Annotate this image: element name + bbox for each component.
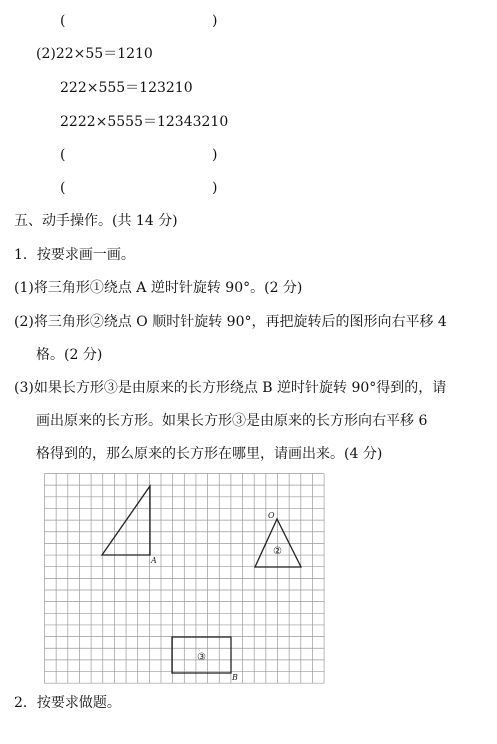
point-a-label: A [151,556,157,565]
answer-blank-open: ( [60,147,66,163]
part2-line2: 222×555＝123210 [60,80,193,96]
triangle-2-mark: ② [273,546,282,557]
grid-lines [45,474,325,684]
answer-blank-open: ( [60,13,66,29]
answer-blank-open: ( [60,180,66,196]
answer-blank-close: ) [212,13,218,29]
point-o-label: O [268,511,275,520]
question-1-title: 1．按要求画一画。 [14,247,135,263]
answer-blank-close: ) [212,147,218,163]
question-1-item-3-cont2: 格得到的，那么原来的长方形在哪里，请画出来。(4 分) [36,446,383,462]
question-1-item-1: (1)将三角形①绕点 A 逆时针旋转 90°。(2 分) [14,280,303,296]
question-2-title: 2．按要求做题。 [14,695,121,711]
question-1-item-2: (2)将三角形②绕点 O 顺时针旋转 90°，再把旋转后的图形向右平移 4 [14,314,447,330]
part2-line3: 2222×5555＝12343210 [60,114,229,130]
section-heading: 五、动手操作。(共 14 分) [14,213,178,229]
triangle-2 [255,519,301,567]
rectangle-3-mark: ③ [197,652,206,663]
question-1-item-2-cont: 格。(2 分) [36,347,103,363]
point-b-label: B [232,673,238,682]
grid-figure [44,473,328,685]
question-1-item-3: (3)如果长方形③是由原来的长方形绕点 B 逆时针旋转 90°得到的，请 [14,380,447,396]
answer-blank-close: ) [212,180,218,196]
part2-line1: (2)22×55＝1210 [36,46,153,62]
question-1-item-3-cont1: 画出原来的长方形。如果长方形③是由原来的长方形向右平移 6 [36,413,428,429]
